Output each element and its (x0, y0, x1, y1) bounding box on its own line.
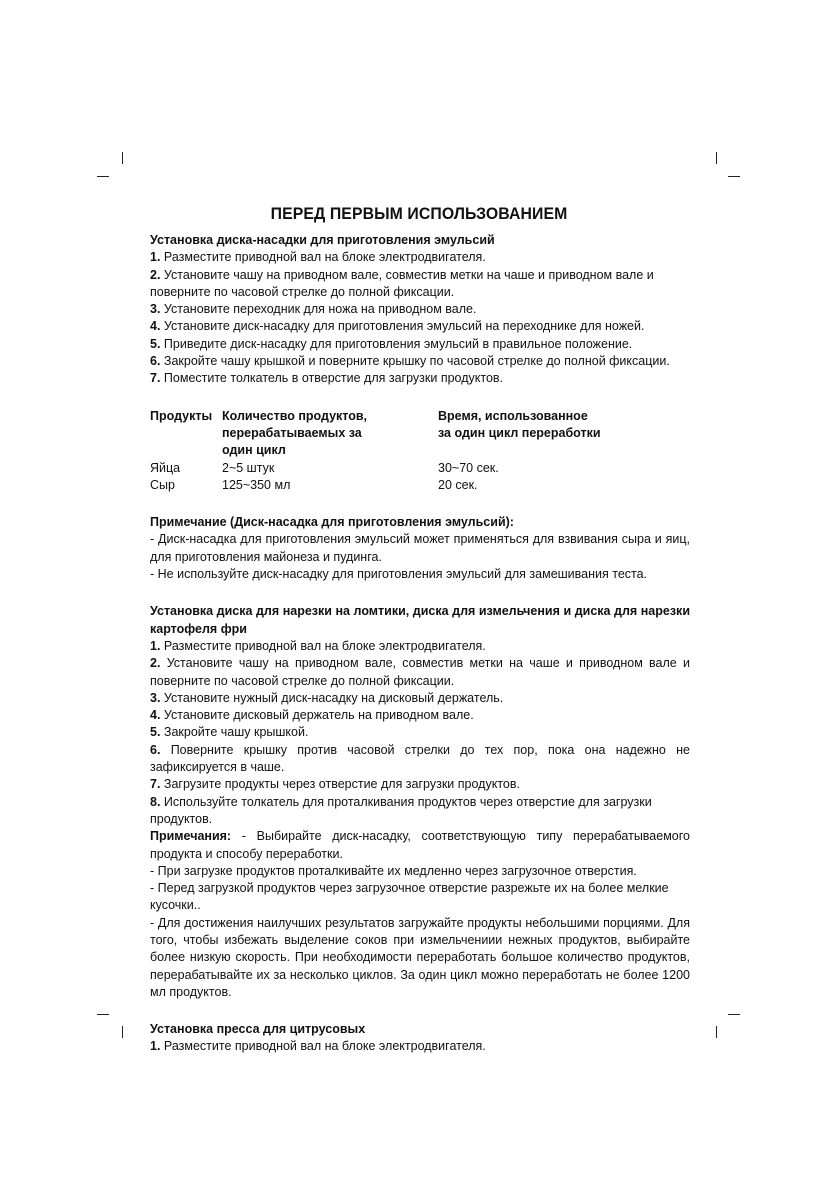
crop-mark (97, 1014, 109, 1015)
step: 5. Закройте чашу крышкой. (150, 725, 309, 740)
step: 6. Закройте чашу крышкой и поверните крышку по часовой стрелке до полной фиксации. (150, 354, 670, 369)
table-header: Количество продуктов, перерабатываемых за один цикл (222, 408, 368, 458)
step: 7. Загрузите продукты через отверстие для загрузки продуктов. (150, 777, 520, 792)
note-line: - Перед загрузкой продуктов через загрузочное отверстие разрежьте их на более мелкие кусочки.. (150, 881, 669, 913)
notes-block: Примечания: - Выбирайте диск-насадку, соответствующую типу перерабатываемого продукта и способу переработки. (150, 829, 690, 861)
note-heading: Примечание (Диск-насадка для приготовления эмульсий): (150, 515, 514, 530)
table-header-row (150, 408, 690, 460)
step: 8. Используйте толкатель для проталкивания продуктов через отверстие для загрузки продуктов. (150, 794, 652, 826)
note-line: - Для достижения наилучших результатов загружайте продукты небольшими порциями. Для того, чтобы избежать выделение соков при измельчениии нежных продуктов, выбирайте более низкую скорость. При необходимости переработать большое количество продуктов, перерабатывайте их за несколько циклов. За один цикл можно переработать не более 1200 мл продуктов. (150, 915, 690, 999)
note-line: - При загрузке продуктов проталкивайте их медленно через загрузочное отверстия. (150, 863, 637, 878)
section-heading: Установка диска-насадки для приготовления эмульсий (150, 233, 495, 247)
step: 5. Приведите диск-насадку для приготовления эмульсий в правильное положение. (150, 336, 633, 351)
crop-mark (122, 152, 123, 164)
table-cell: Сыр (150, 477, 175, 492)
note-line: - Диск-насадка для приготовления эмульсий может применяться для взвивания сыра и яиц, для приготовления майонеза и пудинга. (150, 532, 690, 564)
step: 7. Поместите толкатель в отверстие для загрузки продуктов. (150, 371, 504, 386)
step: 2. Установите чашу на приводном вале, совместив метки на чаше и приводном вале и поверните по часовой стрелке до полной фиксации. (150, 267, 654, 299)
crop-mark (97, 176, 109, 177)
step: 3. Установите нужный диск-насадку на дисковый держатель. (150, 690, 504, 705)
document-body (150, 232, 690, 1056)
step: 1. Разместите приводной вал на блоке электродвигателя. (150, 250, 486, 265)
note-line: - Не используйте диск-насадку для приготовления эмульсий для замешивания теста. (150, 567, 648, 582)
crop-mark (122, 1026, 123, 1038)
page-title: ПЕРЕД ПЕРВЫМ ИСПОЛЬЗОВАНИЕМ (270, 204, 568, 223)
table-cell: 20 сек. (438, 477, 478, 492)
step: 4. Установите диск-насадку для приготовления эмульсий на переходнике для ножей. (150, 319, 645, 334)
step: 6. Поверните крышку против часовой стрелки до тех пор, пока она надежно не зафиксируется в чаше. (150, 742, 690, 775)
step: 1. Разместите приводной вал на блоке электродвигателя. (150, 638, 486, 653)
processing-table (150, 408, 690, 494)
section-heading: Установка пресса для цитрусовых (150, 1022, 366, 1037)
table-cell: 2~5 штук (222, 460, 275, 475)
table-row (150, 477, 690, 494)
table-header: Время, использованное за один цикл переработки (438, 408, 601, 440)
table-cell: Яйца (150, 460, 181, 475)
step: 3. Установите переходник для ножа на приводном вале. (150, 302, 477, 317)
step: 1. Разместите приводной вал на блоке электродвигателя. (150, 1039, 486, 1054)
crop-mark (716, 1026, 717, 1038)
table-row (150, 460, 690, 477)
section-heading: Установка диска для нарезки на ломтики, диска для измельчения и диска для нарезки картофеля фри (150, 604, 690, 636)
step: 2. Установите чашу на приводном вале, совместив метки на чаше и приводном вале и поверните по часовой стрелке до полной фиксации. (150, 656, 690, 688)
table-header: Продукты (150, 408, 213, 423)
crop-mark (728, 1014, 740, 1015)
crop-mark (716, 152, 717, 164)
table-cell: 125~350 мл (222, 477, 291, 492)
crop-mark (728, 176, 740, 177)
step: 4. Установите дисковый держатель на приводном вале. (150, 708, 474, 723)
table-cell: 30~70 сек. (438, 460, 499, 475)
